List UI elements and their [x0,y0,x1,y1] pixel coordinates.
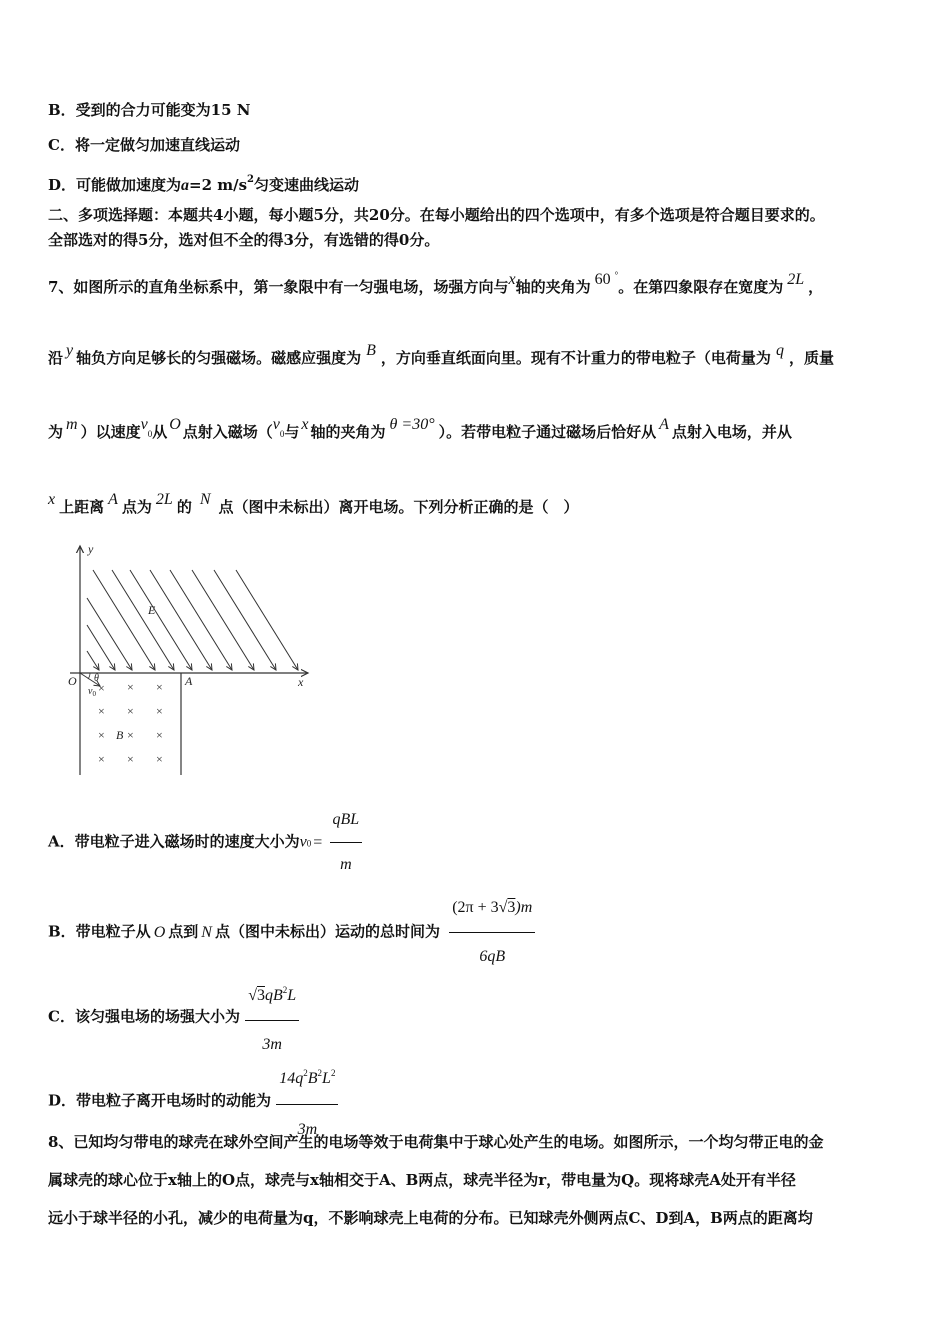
svg-text:×: × [156,704,163,718]
svg-text:×: × [98,752,105,766]
q7-option-c-formula: $\frac{√3qB^2L}{3m}$ [245,968,299,1067]
svg-text:×: × [127,704,134,718]
svg-text:×: × [127,728,134,742]
q8-line2: 属球壳的球心位于x轴上的O点，球壳与x轴相交于A、B两点，球壳半径为r，带电量为Q。现将球壳A处开有半径 [48,1171,796,1189]
q7-line2: 沿 y 轴负方向足够长的匀强磁场。磁感应强度为 B ，方向垂直纸面向里。现有不计重力的带电粒子（电荷量为 q ，质量 [48,342,834,367]
svg-text:×: × [98,728,105,742]
q7-option-c: C．该匀强电场的场强大小为 $\frac{√3qB^2L}{3m}$ [48,968,299,1067]
a-label: A [185,674,193,688]
section-header-line2: 全部选对的得5分，选对但不全的得3分，有选错的得0分。 [48,231,440,249]
q8-line1: 8、已知均匀带电的球壳在球外空间产生的电场等效于电荷集中于球心处产生的电场。如图所示，一个均匀带正电的金 [48,1133,824,1151]
e-label: E [148,603,156,617]
option-d-prev: D．可能做加速度为a=2 $m/s^2$匀变速曲线运动 [48,174,360,194]
option-b-prev: B．受到的合力可能变为15 N [48,101,251,119]
svg-text:×: × [98,681,105,695]
origin-label: O [68,674,77,688]
svg-text:×: × [156,680,163,694]
q7-option-b: B．带电粒子从 O 点到 N 点（图中未标出）运动的总时间为 $\frac{(2\pi + 3√3)m}{6qB}$ [48,886,535,979]
magnetic-field-crosses [98,680,163,766]
q7-line1: 7、如图所示的直角坐标系中，第一象限中有一匀强电场，场强方向与x轴的夹角为 60 °。在第四象限存在宽度为 2L ， [48,270,824,296]
option-c-prev: C．将一定做匀加速直线运动 [48,136,240,154]
v0-label: $v_0$ [88,686,96,698]
q7-option-a-formula: $\frac{\text{qBL}}{m}$ [330,800,363,885]
q7-option-b-formula: $\frac{(2\pi + 3√3)m}{6qB}$ [449,886,535,979]
y-label: y [88,542,94,556]
q7-figure [60,540,320,785]
q7-option-a: A．带电粒子进入磁场时的速度大小为v0 = $\frac{\text{qBL}}{m}$ [48,800,362,885]
svg-text:×: × [127,680,134,694]
q7-option-d: D．带电粒子离开电场时的动能为 $\frac{14q^2B^2L^2}{3m}$ [48,1050,338,1153]
svg-text:×: × [127,752,134,766]
svg-text:×: × [156,752,163,766]
q7-line3: 为 m ）以速度v0从 O 点射入磁场（v0与 x 轴的夹角为 θ =30° ）。若带电粒子通过磁场后恰好从 A 点射入电场，并从 [48,416,792,441]
x-label: x [298,675,304,689]
q7-line4: x 上距离 A 点为 2L 的 N 点（图中未标出）离开电场。下列分析正确的是（ ） [48,491,579,516]
svg-text:×: × [156,728,163,742]
theta-label: θ [94,673,99,684]
q8-line3: 远小于球半径的小孔，减少的电荷量为q，不影响球壳上电荷的分布。已知球壳外侧两点C、D到A，B两点的距离均 [48,1209,813,1227]
q7-option-d-formula: $\frac{14q^2B^2L^2}{3m}$ [276,1050,338,1153]
electric-field-lines [87,570,298,670]
section-header-line1: 二、多项选择题：本题共4小题，每小题5分，共20分。在每小题给出的四个选项中，有多个选项是符合题目要求的。 [48,206,825,224]
theta-arc [88,673,90,679]
svg-text:×: × [98,704,105,718]
b-label: B [116,728,124,742]
